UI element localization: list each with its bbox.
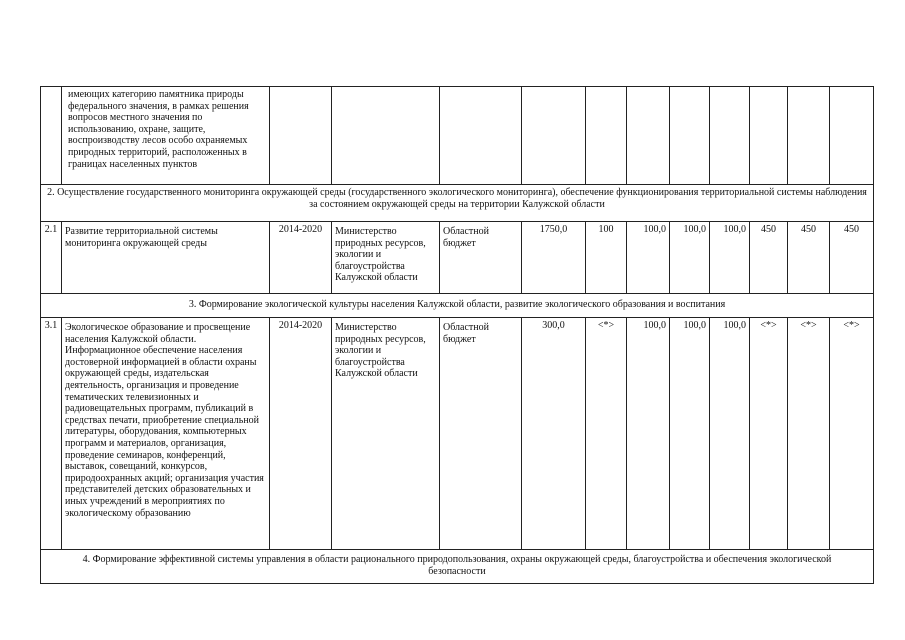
- table-row: [41, 318, 874, 550]
- cell-num: 3.1: [41, 318, 62, 550]
- table-row: [41, 222, 874, 294]
- cell-year: [586, 87, 627, 185]
- cell-num: 2.1: [41, 222, 62, 294]
- cell-name: Экологическое образование и просвещение населения Калужской области. Информационное обеспечение населения достоверной информацией в области охраны окружающей среды, издательская деятельность, организация и проведение тематических телевизионных и радиовещательных программ, публикаций в средствах печати, приобретение специальной литературы, оборудования, компьютерных программ и материалов, организация, проведение семинаров, конференций, выставок, совещаний, конкурсов, природоохранных акций; организация участия представителей детских образовательных и иных учреждений в мероприятиях по экологическому образованию: [62, 318, 270, 550]
- cell-year: [750, 87, 788, 185]
- cell-period: [270, 87, 332, 185]
- table-row: [41, 87, 874, 185]
- cell-total: 300,0: [522, 318, 586, 550]
- cell-source: Областной бюджет: [440, 318, 522, 550]
- cell-year: <*>: [586, 318, 627, 550]
- program-table: [40, 86, 874, 584]
- cell-year: 450: [750, 222, 788, 294]
- cell-year: <*>: [788, 318, 830, 550]
- cell-period: 2014-2020: [270, 222, 332, 294]
- cell-name: имеющих категорию памятника природы федерального значения, в рамках решения вопросов местного значения по использованию, охране, защите, воспроизводству лесов особо охраняемых природных территорий, расположенных в границах населенных пунктов: [62, 87, 270, 185]
- cell-total: [522, 87, 586, 185]
- cell-executor: Министерство природных ресурсов, экологии и благоустройства Калужской области: [332, 222, 440, 294]
- cell-year: <*>: [750, 318, 788, 550]
- cell-source: [440, 87, 522, 185]
- cell-year: [670, 87, 710, 185]
- cell-source: Областной бюджет: [440, 222, 522, 294]
- cell-year: [710, 87, 750, 185]
- cell-total: 1750,0: [522, 222, 586, 294]
- section-row: [41, 550, 874, 584]
- section-3-title: 3. Формирование экологической культуры населения Калужской области, развитие экологического образования и воспитания: [41, 294, 874, 318]
- section-row: [41, 294, 874, 318]
- cell-executor: [332, 87, 440, 185]
- section-4-title: 4. Формирование эффективной системы управления в области рационального природопользования, охраны окружающей среды, благоустройства и обеспечения экологической безопасности: [41, 550, 874, 584]
- cell-name: Развитие территориальной системы мониторинга окружающей среды: [62, 222, 270, 294]
- cell-year: 100,0: [710, 318, 750, 550]
- cell-year: <*>: [830, 318, 874, 550]
- cell-period: 2014-2020: [270, 318, 332, 550]
- cell-year: 100,0: [670, 318, 710, 550]
- cell-year: [627, 87, 670, 185]
- cell-year: [788, 87, 830, 185]
- cell-year: 100,0: [627, 318, 670, 550]
- cell-year: [830, 87, 874, 185]
- cell-year: 100: [586, 222, 627, 294]
- cell-num: [41, 87, 62, 185]
- cell-executor: Министерство природных ресурсов, экологии и благоустройства Калужской области: [332, 318, 440, 550]
- cell-year: 100,0: [627, 222, 670, 294]
- cell-year: 100,0: [670, 222, 710, 294]
- cell-year: 450: [788, 222, 830, 294]
- section-2-title: 2. Осуществление государственного мониторинга окружающей среды (государственного экологического мониторинга), обеспечение функционирования территориальной системы наблюдения за состоянием окружающей среды на территории Калужской области: [41, 185, 874, 222]
- cell-year: 450: [830, 222, 874, 294]
- section-row: [41, 185, 874, 222]
- cell-year: 100,0: [710, 222, 750, 294]
